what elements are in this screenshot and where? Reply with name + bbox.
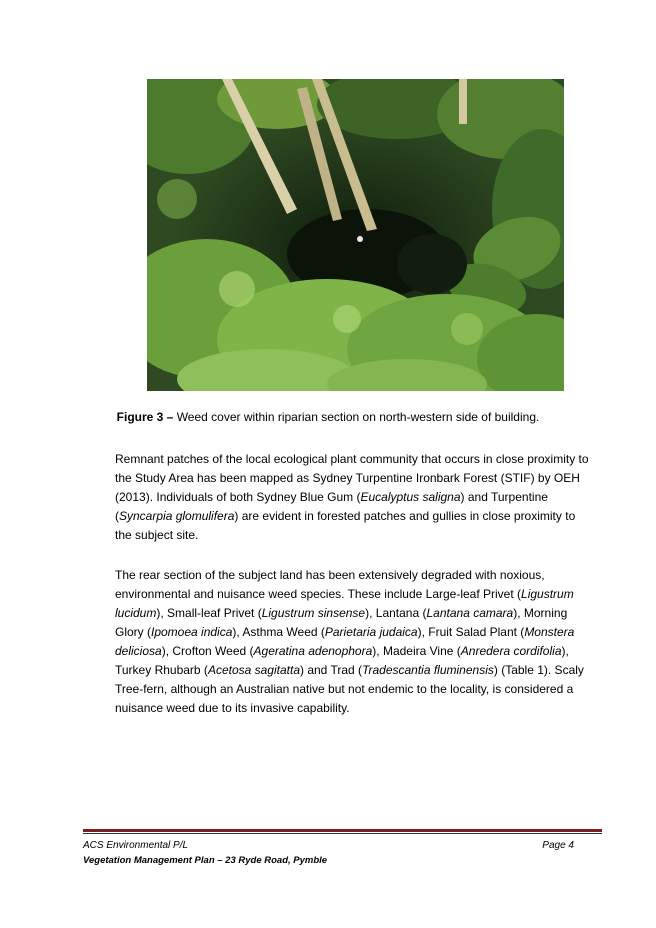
figure-label: Figure 3 — [116, 410, 164, 424]
footer-rule-thin — [83, 833, 602, 834]
text-run: ), Turkey Rhubarb ( — [115, 644, 569, 677]
footer-company: ACS Environmental P/L — [83, 840, 189, 851]
footer-document-title: Vegetation Management Plan – 23 Ryde Road, Pymble — [83, 855, 328, 866]
figure-photo — [147, 79, 564, 391]
species-name: Lantana camara — [426, 606, 514, 620]
species-name: Ligustrum sinsense — [261, 606, 366, 620]
footer-page-number: Page 4 — [542, 840, 574, 851]
text-run: ) and Trad ( — [300, 663, 363, 677]
text-run: ), Fruit Salad Plant ( — [417, 625, 525, 639]
species-name: Anredera cordifolia — [460, 644, 562, 658]
text-run: ) (Table 1). Scaly Tree-fern, although an Australian native but not endemic to the locality, is considered a nuisance weed due to its invasive capability. — [115, 663, 584, 715]
species-name: Monstera deliciosa — [115, 625, 575, 658]
text-run: ), Asthma Weed ( — [232, 625, 325, 639]
paragraph-stif — [115, 450, 595, 545]
text-run: ), Crofton Weed ( — [161, 644, 254, 658]
text-run: ), Small-leaf Privet ( — [156, 606, 262, 620]
species-name: Acetosa sagitatta — [207, 663, 300, 677]
species-name: Syncarpia glomulifera — [119, 509, 235, 523]
species-name: Tradescantia fluminensis — [362, 663, 494, 677]
species-name: Parietaria judaica — [324, 625, 418, 639]
text-run: ), Madeira Vine ( — [372, 644, 461, 658]
paragraph-weeds — [115, 566, 595, 718]
footer-left — [83, 838, 327, 868]
text-run: ) are evident in forested patches and gullies in close proximity to the subject site. — [115, 509, 576, 542]
figure-separator: – — [163, 410, 177, 424]
text-run: ), Morning Glory ( — [115, 606, 568, 639]
species-name: Eucalyptus saligna — [360, 490, 461, 504]
text-run: Remnant patches of the local ecological plant community that occurs in close proximity to the Study Area has been mapped as Sydney Turpentine Ironbark Forest (STIF) by OEH (2013). Individuals of both Sydney Blue Gum ( — [115, 452, 589, 504]
species-name: Ligustrum lucidum — [115, 587, 574, 620]
species-name: Ipomoea indica — [151, 625, 233, 639]
text-run: The rear section of the subject land has been extensively degraded with noxious, environmental and nuisance weed species. These include Large-leaf Privet ( — [115, 568, 545, 601]
text-run: ) and Turpentine ( — [115, 490, 548, 523]
text-run: ), Lantana ( — [365, 606, 427, 620]
footer-rule-thick — [83, 829, 602, 832]
figure-caption — [100, 409, 556, 425]
species-name: Ageratina adenophora — [253, 644, 373, 658]
figure-caption-text: Weed cover within riparian section on north-western side of building. — [176, 410, 540, 424]
vegetation-photo-illustration — [147, 79, 564, 391]
